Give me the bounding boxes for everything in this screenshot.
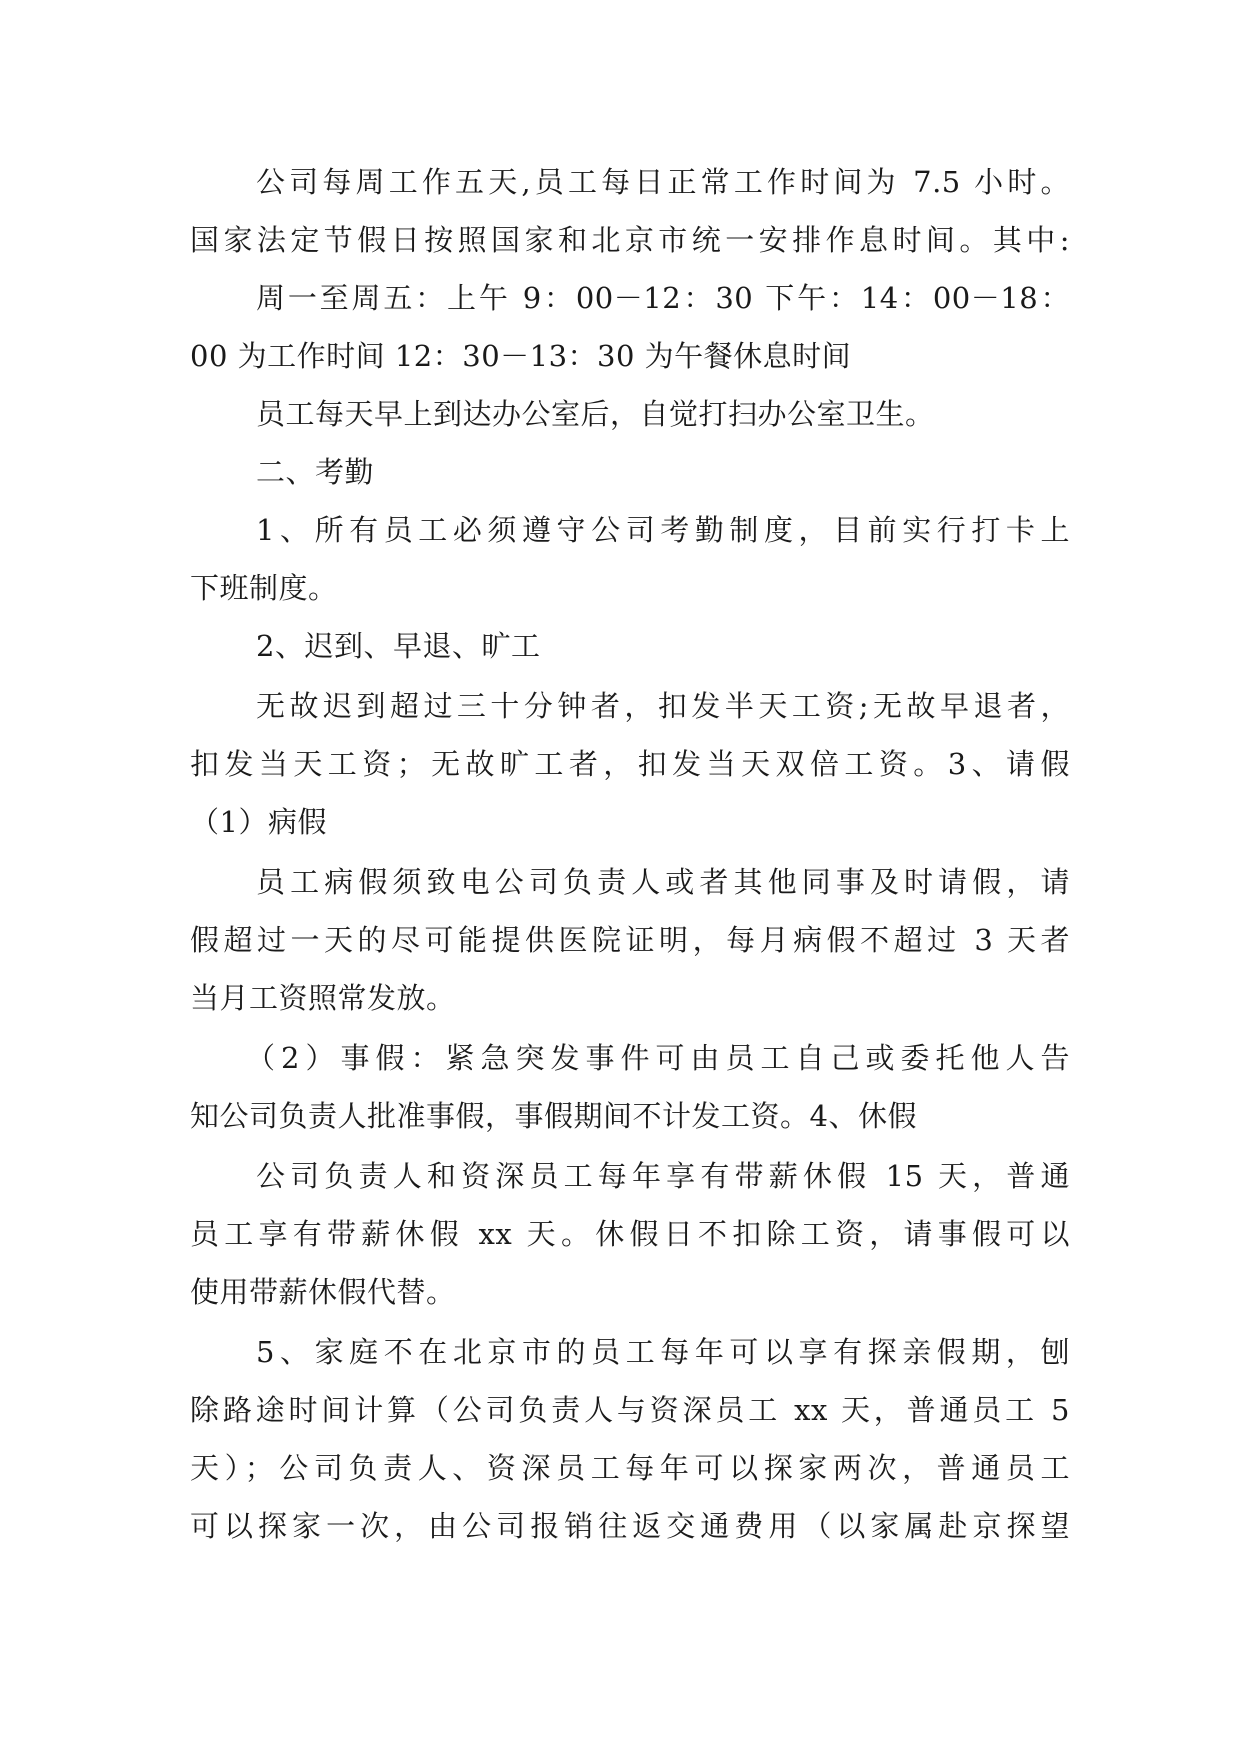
paragraph-line: 天）；公司负责人、资深员工每年可以探家两次，普通员工 [190,1451,1070,1485]
paragraph-line: 国家法定节假日按照国家和北京市统一安排作息时间。其中: [190,223,1070,257]
paragraph-line: 使用带薪休假代替。 [190,1275,456,1309]
paragraph-line: 除路途时间计算（公司负责人与资深员工 xx 天，普通员工 5 [190,1393,1070,1427]
paragraph-line: 无故迟到超过三十分钟者，扣发半天工资;无故早退者， [256,689,1070,723]
subsection-heading: 2、迟到、早退、旷工 [256,629,541,663]
paragraph-line: 假超过一天的尽可能提供医院证明，每月病假不超过 3 天者 [190,923,1070,957]
paragraph-line: 00 为工作时间 12：30－13：30 为午餐休息时间 [190,339,852,373]
paragraph-line: 周一至周五：上午 9：00－12：30 下午：14：00－18： [256,281,1070,315]
paragraph-line: 当月工资照常发放。 [190,981,456,1015]
paragraph-line: 公司负责人和资深员工每年享有带薪休假 15 天，普通 [256,1159,1070,1193]
paragraph-line: 扣发当天工资；无故旷工者，扣发当天双倍工资。3、请假 [190,747,1070,781]
paragraph-line: 员工每天早上到达办公室后，自觉打扫办公室卫生。 [256,397,935,431]
paragraph-line: 知公司负责人批准事假，事假期间不计发工资。4、休假 [190,1099,917,1133]
paragraph-line: 可以探家一次，由公司报销往返交通费用（以家属赴京探望 [190,1509,1070,1543]
section-heading: 二、考勤 [256,455,375,489]
paragraph-line: 员工病假须致电公司负责人或者其他同事及时请假，请 [256,865,1070,899]
paragraph-line: 员工享有带薪休假 xx 天。休假日不扣除工资，请事假可以 [190,1217,1070,1251]
paragraph-line: 5、家庭不在北京市的员工每年可以享有探亲假期，刨 [256,1335,1070,1369]
paragraph-line: 下班制度。 [190,571,338,605]
subsection-heading: （1）病假 [190,805,327,839]
paragraph-line: 1、所有员工必须遵守公司考勤制度，目前实行打卡上 [256,513,1070,547]
paragraph-line: 公司每周工作五天,员工每日正常工作时间为 7.5 小时。 [256,165,1070,199]
paragraph-line: （2）事假：紧急突发事件可由员工自己或委托他人告 [246,1041,1070,1075]
